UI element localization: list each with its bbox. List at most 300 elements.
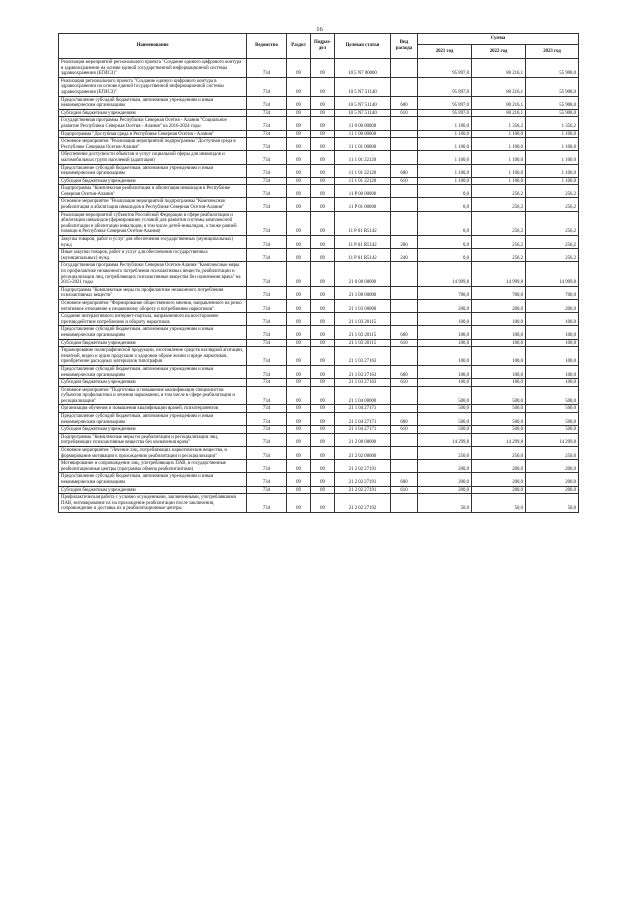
row-expense-type: 600	[391, 365, 418, 378]
row-subsection: 09	[311, 117, 335, 130]
table-row	[59, 386, 579, 405]
row-dept: 734	[247, 486, 287, 494]
row-section: 09	[287, 405, 311, 413]
row-expense-type	[391, 198, 418, 211]
row-section: 09	[287, 379, 311, 387]
row-name: Субсидии бюджетным учреждениям	[59, 486, 247, 494]
row-subsection: 09	[311, 185, 335, 198]
row-sum-2021: 500,0	[418, 413, 472, 426]
row-sum-2022: 100,0	[472, 365, 526, 378]
row-name: Реализация регионального проекта "Создание единого цифрового контура в здравоохранении на основе единой государственной информационной системы здравоохранения (ЕГИСЗ)"	[59, 77, 247, 96]
table-row	[59, 262, 579, 286]
row-section: 09	[287, 326, 311, 339]
row-subsection: 09	[311, 138, 335, 151]
row-section: 09	[287, 286, 311, 299]
row-dept: 734	[247, 460, 287, 473]
row-sum-2022: 14 299,8	[472, 433, 526, 446]
row-subsection: 09	[311, 494, 335, 513]
row-sum-2022: 500,0	[472, 426, 526, 434]
table-row	[59, 130, 579, 138]
table-row	[59, 433, 579, 446]
row-sum-2023: 256,2	[526, 236, 579, 249]
row-dept: 734	[247, 379, 287, 387]
row-target: 21 1 04 00000	[335, 386, 391, 405]
row-sum-2023: 1 100,0	[526, 177, 579, 185]
row-section: 09	[287, 433, 311, 446]
row-name: Государственная программа Республики Северная Осетия-Алания "Комплексные меры по профилактике незаконного потребления психоактивных веществ, реабилитации и ресоциализации лиц, потребляющих психоактивные вещества без назначения врача" на 2015-2021 годы	[59, 262, 247, 286]
row-sum-2021: 700,0	[418, 286, 472, 299]
row-subsection: 09	[311, 426, 335, 434]
row-expense-type	[391, 77, 418, 96]
row-subsection: 09	[311, 299, 335, 312]
row-section: 09	[287, 198, 311, 211]
row-sum-2021: 100,0	[418, 365, 472, 378]
row-subsection: 09	[311, 151, 335, 164]
row-name: Иные закупки товаров, работ и услуг для обеспечения государственных (муниципальных) нужд	[59, 249, 247, 262]
row-sum-2021: 95 897,0	[418, 59, 472, 78]
row-expense-type	[391, 433, 418, 446]
row-sum-2022: 256,2	[472, 236, 526, 249]
row-sum-2021: 14 999,8	[418, 262, 472, 286]
row-target: 21 2 02 27191	[335, 460, 391, 473]
budget-table	[58, 33, 579, 513]
row-sum-2023: 200,0	[526, 473, 579, 486]
row-name: Предоставление субсидий бюджетным, автономным учреждениям и иным некоммерческим организациям	[59, 413, 247, 426]
row-sum-2022: 80 216,1	[472, 96, 526, 109]
row-section: 09	[287, 96, 311, 109]
table-row	[59, 405, 579, 413]
row-section: 09	[287, 117, 311, 130]
row-dept: 734	[247, 433, 287, 446]
row-target: 21 1 03 20115	[335, 313, 391, 326]
row-sum-2021: 1 100,0	[418, 164, 472, 177]
row-sum-2021: 200,0	[418, 486, 472, 494]
row-dept: 734	[247, 164, 287, 177]
row-sum-2022: 50,0	[472, 494, 526, 513]
table-row	[59, 138, 579, 151]
row-sum-2023: 100,0	[526, 379, 579, 387]
row-sum-2021: 1 100,0	[418, 177, 472, 185]
table-row	[59, 486, 579, 494]
row-expense-type: 600	[391, 164, 418, 177]
row-sum-2023: 1 100,0	[526, 130, 579, 138]
table-row	[59, 494, 579, 513]
row-sum-2023: 700,0	[526, 286, 579, 299]
row-target: 21 1 00 00000	[335, 286, 391, 299]
row-sum-2022: 256,2	[472, 185, 526, 198]
row-dept: 734	[247, 117, 287, 130]
row-subsection: 09	[311, 130, 335, 138]
row-dept: 734	[247, 109, 287, 117]
row-subsection: 09	[311, 286, 335, 299]
row-name: Субсидии бюджетным учреждениям	[59, 426, 247, 434]
row-subsection: 09	[311, 473, 335, 486]
row-sum-2023: 50,0	[526, 494, 579, 513]
row-target: 21 2 00 00000	[335, 433, 391, 446]
row-dept: 734	[247, 198, 287, 211]
row-sum-2021: 95 897,0	[418, 96, 472, 109]
row-sum-2023: 500,0	[526, 426, 579, 434]
row-section: 09	[287, 77, 311, 96]
row-name: Реализация мероприятий регионального проекта "Создание единого цифрового контура в здравоохранении на основе единой государственной информационной системы здравоохранения (ЕГИСЗ)"	[59, 59, 247, 78]
table-row	[59, 313, 579, 326]
row-sum-2023: 100,0	[526, 339, 579, 347]
row-sum-2023: 55 908,0	[526, 109, 579, 117]
row-target: 10 5 N7 00000	[335, 59, 391, 78]
row-expense-type	[391, 185, 418, 198]
row-expense-type: 600	[391, 326, 418, 339]
table-row	[59, 286, 579, 299]
row-section: 09	[287, 164, 311, 177]
row-name: Предоставление субсидий бюджетным, автономным учреждениям и иным некоммерческим организациям	[59, 164, 247, 177]
row-sum-2022: 80 216,1	[472, 59, 526, 78]
row-sum-2022: 1 100,0	[472, 138, 526, 151]
row-sum-2022: 250,0	[472, 447, 526, 460]
row-sum-2022: 256,2	[472, 211, 526, 235]
row-expense-type	[391, 59, 418, 78]
row-expense-type	[391, 494, 418, 513]
row-name: Основное мероприятие "Лечение лиц, потребляющих наркотические вещества, и формирование мотивации к прохождению реабилитации и ресоциализации"	[59, 447, 247, 460]
row-section: 09	[287, 151, 311, 164]
row-sum-2023: 1 100,0	[526, 164, 579, 177]
row-expense-type	[391, 405, 418, 413]
row-sum-2021: 100,0	[418, 379, 472, 387]
row-sum-2022: 1 356,2	[472, 117, 526, 130]
row-expense-type: 610	[391, 109, 418, 117]
row-section: 09	[287, 109, 311, 117]
table-row	[59, 473, 579, 486]
row-subsection: 09	[311, 413, 335, 426]
row-target: 11 1 00 00000	[335, 130, 391, 138]
row-sum-2023: 256,2	[526, 198, 579, 211]
row-name: Предоставление субсидий бюджетным, автономным учреждениям и иным некоммерческим организациям	[59, 365, 247, 378]
header-year-2022: 2022 год	[472, 45, 526, 59]
row-expense-type	[391, 460, 418, 473]
row-sum-2022: 100,0	[472, 313, 526, 326]
row-expense-type: 600	[391, 473, 418, 486]
row-sum-2021: 0,0	[418, 185, 472, 198]
row-subsection: 09	[311, 236, 335, 249]
row-subsection: 09	[311, 486, 335, 494]
row-dept: 734	[247, 405, 287, 413]
row-target: 21 2 02 27192	[335, 494, 391, 513]
header-section: Раздел	[287, 34, 311, 59]
row-target: 11 P 01 R5142	[335, 211, 391, 235]
row-section: 09	[287, 386, 311, 405]
row-target: 21 1 04 27171	[335, 405, 391, 413]
row-sum-2022: 200,0	[472, 299, 526, 312]
row-sum-2022: 500,0	[472, 386, 526, 405]
row-dept: 734	[247, 413, 287, 426]
row-expense-type	[391, 313, 418, 326]
row-dept: 734	[247, 494, 287, 513]
row-sum-2022: 80 216,1	[472, 77, 526, 96]
row-name: Субсидии бюджетным учреждениям	[59, 109, 247, 117]
row-sum-2022: 14 999,8	[472, 262, 526, 286]
row-section: 09	[287, 262, 311, 286]
row-expense-type: 610	[391, 177, 418, 185]
row-expense-type: 600	[391, 96, 418, 109]
row-section: 09	[287, 249, 311, 262]
table-row	[59, 326, 579, 339]
row-expense-type: 610	[391, 339, 418, 347]
row-name: Предоставление субсидий бюджетным, автономным учреждениям и иным некоммерческим организациям	[59, 96, 247, 109]
table-row	[59, 151, 579, 164]
row-section: 09	[287, 413, 311, 426]
row-name: Подпрограмма "Комплексные меры по профилактике незаконного потребления психоактивных веществ"	[59, 286, 247, 299]
row-target: 21 1 03 27163	[335, 347, 391, 366]
row-target: 21 2 02 27191	[335, 486, 391, 494]
row-sum-2023: 100,0	[526, 313, 579, 326]
table-row	[59, 299, 579, 312]
row-dept: 734	[247, 347, 287, 366]
row-sum-2023: 200,0	[526, 299, 579, 312]
row-sum-2023: 55 908,0	[526, 96, 579, 109]
row-sum-2023: 500,0	[526, 413, 579, 426]
row-dept: 734	[247, 77, 287, 96]
row-expense-type: 610	[391, 426, 418, 434]
row-target: 21 1 03 20115	[335, 339, 391, 347]
row-name: Основное мероприятие "Реализация мероприятий подпрограммы "Доступная среда в Республике Северная Осетия-Алания"	[59, 138, 247, 151]
row-expense-type: 610	[391, 486, 418, 494]
row-section: 09	[287, 426, 311, 434]
row-subsection: 09	[311, 96, 335, 109]
table-row	[59, 211, 579, 235]
row-sum-2021: 95 897,0	[418, 77, 472, 96]
row-sum-2022: 1 100,0	[472, 164, 526, 177]
header-name: Наименование	[59, 34, 247, 59]
row-name: Создание интерактивного интернет-портала, направленного на всестороннее противодействие потреблению и обороту наркотиков	[59, 313, 247, 326]
row-dept: 734	[247, 313, 287, 326]
row-sum-2023: 256,2	[526, 185, 579, 198]
row-sum-2021: 1 100,0	[418, 151, 472, 164]
row-sum-2021: 1 100,0	[418, 130, 472, 138]
row-subsection: 09	[311, 405, 335, 413]
row-subsection: 09	[311, 211, 335, 235]
row-dept: 734	[247, 286, 287, 299]
row-expense-type	[391, 299, 418, 312]
row-name: Мотивирование и сопровождение лиц, употребляющих ПАВ, в государственные реабилитационные центры (программа обмена реабилитантами)	[59, 460, 247, 473]
row-section: 09	[287, 473, 311, 486]
row-sum-2023: 200,0	[526, 486, 579, 494]
row-subsection: 09	[311, 326, 335, 339]
row-dept: 734	[247, 326, 287, 339]
row-sum-2022: 100,0	[472, 339, 526, 347]
row-name: Организация обучения и повышения квалификации врачей, психотерапевтов	[59, 405, 247, 413]
row-sum-2022: 500,0	[472, 405, 526, 413]
row-subsection: 09	[311, 164, 335, 177]
table-row	[59, 177, 579, 185]
row-target: 21 1 04 27171	[335, 426, 391, 434]
row-target: 11 1 01 00000	[335, 138, 391, 151]
row-sum-2021: 200,0	[418, 460, 472, 473]
row-target: 21 1 03 20115	[335, 326, 391, 339]
row-name: Основное мероприятие "Подготовка и повышение квалификации специалистов субъектов профилактики и лечения наркомании, в том числе в сфере реабилитации и ресоциализации"	[59, 386, 247, 405]
table-row	[59, 198, 579, 211]
row-dept: 734	[247, 339, 287, 347]
row-subsection: 09	[311, 365, 335, 378]
row-sum-2021: 95 897,0	[418, 109, 472, 117]
row-subsection: 09	[311, 59, 335, 78]
table-row	[59, 164, 579, 177]
row-expense-type	[391, 286, 418, 299]
row-section: 09	[287, 138, 311, 151]
row-name: Основное мероприятие "Реализация мероприятий подпрограммы "Комплексная реабилитация и абилитация инвалидов в Республике Северная Осетия-Алания"	[59, 198, 247, 211]
table-row	[59, 339, 579, 347]
row-expense-type: 200	[391, 236, 418, 249]
row-dept: 734	[247, 96, 287, 109]
row-target: 21 1 03 00000	[335, 299, 391, 312]
row-sum-2021: 0,0	[418, 236, 472, 249]
row-sum-2023: 250,0	[526, 447, 579, 460]
row-sum-2021: 50,0	[418, 494, 472, 513]
header-year-2021: 2021 год	[418, 45, 472, 59]
row-dept: 734	[247, 185, 287, 198]
row-sum-2022: 100,0	[472, 326, 526, 339]
row-section: 09	[287, 460, 311, 473]
row-subsection: 09	[311, 379, 335, 387]
table-row	[59, 185, 579, 198]
row-sum-2023: 55 908,0	[526, 59, 579, 78]
row-section: 09	[287, 365, 311, 378]
row-section: 09	[287, 299, 311, 312]
table-row	[59, 426, 579, 434]
row-expense-type	[391, 386, 418, 405]
row-sum-2021: 14 299,8	[418, 433, 472, 446]
row-sum-2022: 200,0	[472, 460, 526, 473]
row-sum-2021: 0,0	[418, 198, 472, 211]
row-sum-2021: 200,0	[418, 473, 472, 486]
table-row	[59, 59, 579, 78]
row-name: Тиражирование полиграфической продукции, изготовление средств наглядной агитации, печатной, видео и аудио продукции о здоровом образе жизни и вреде наркотиков, приобретение расходных материалов типографии	[59, 347, 247, 366]
row-target: 10 5 N7 51140	[335, 109, 391, 117]
row-target: 21 2 02 00000	[335, 447, 391, 460]
row-dept: 734	[247, 236, 287, 249]
table-row	[59, 365, 579, 378]
row-sum-2022: 100,0	[472, 347, 526, 366]
row-expense-type	[391, 117, 418, 130]
row-target: 11 P 01 R5142	[335, 236, 391, 249]
row-dept: 734	[247, 262, 287, 286]
row-expense-type	[391, 211, 418, 235]
row-name: Субсидии бюджетным учреждениям	[59, 177, 247, 185]
table-row	[59, 77, 579, 96]
row-expense-type	[391, 262, 418, 286]
row-dept: 734	[247, 130, 287, 138]
row-expense-type: 600	[391, 413, 418, 426]
table-row	[59, 236, 579, 249]
row-expense-type: 240	[391, 249, 418, 262]
row-name: Субсидии бюджетным учреждениям	[59, 379, 247, 387]
row-sum-2023: 256,2	[526, 211, 579, 235]
row-expense-type	[391, 447, 418, 460]
row-sum-2021: 1 100,0	[418, 138, 472, 151]
row-sum-2022: 500,0	[472, 413, 526, 426]
row-dept: 734	[247, 473, 287, 486]
row-name: Закупка товаров, работ и услуг для обеспечения государственных (муниципальных) нужд	[59, 236, 247, 249]
row-sum-2023: 100,0	[526, 347, 579, 366]
table-row	[59, 96, 579, 109]
row-target: 21 0 00 00000	[335, 262, 391, 286]
row-sum-2022: 700,0	[472, 286, 526, 299]
table-row	[59, 447, 579, 460]
row-section: 09	[287, 185, 311, 198]
row-section: 09	[287, 211, 311, 235]
header-dept: Ведомство	[247, 34, 287, 59]
row-sum-2021: 100,0	[418, 313, 472, 326]
row-subsection: 09	[311, 347, 335, 366]
table-row	[59, 109, 579, 117]
header-expense-type: Вид расхода	[391, 34, 418, 59]
row-expense-type	[391, 138, 418, 151]
row-section: 09	[287, 177, 311, 185]
row-name: Подпрограмма "Комплексная реабилитация и абилитация инвалидов в Республике Северная Осетия-Алания"	[59, 185, 247, 198]
row-dept: 734	[247, 59, 287, 78]
row-name: Государственная программа Республики Северная Осетия - Алания "Социальное развитие Республики Северная Осетия - Алания" на 2016-2024 годы	[59, 117, 247, 130]
row-subsection: 09	[311, 177, 335, 185]
row-sum-2022: 256,2	[472, 249, 526, 262]
row-name: Предоставление субсидий бюджетным, автономным учреждениям и иным некоммерческим организациям	[59, 473, 247, 486]
row-sum-2021: 0,0	[418, 211, 472, 235]
row-subsection: 09	[311, 109, 335, 117]
row-section: 09	[287, 447, 311, 460]
row-name: Обеспечение доступности объектов и услуг социальной сферы для инвалидов и маломобильных групп населений (адаптация)	[59, 151, 247, 164]
row-section: 09	[287, 494, 311, 513]
row-sum-2021: 200,0	[418, 299, 472, 312]
row-sum-2023: 200,0	[526, 460, 579, 473]
row-sum-2023: 14 999,8	[526, 262, 579, 286]
row-target: 10 5 N7 51140	[335, 77, 391, 96]
table-row	[59, 379, 579, 387]
row-dept: 734	[247, 299, 287, 312]
row-sum-2022: 1 100,0	[472, 151, 526, 164]
row-subsection: 09	[311, 249, 335, 262]
row-sum-2023: 1 100,0	[526, 151, 579, 164]
row-target: 11 P 01 00000	[335, 198, 391, 211]
row-target: 11 1 01 22120	[335, 151, 391, 164]
page-number: 16	[316, 26, 323, 33]
row-sum-2022: 200,0	[472, 473, 526, 486]
row-sum-2023: 55 908,0	[526, 77, 579, 96]
row-expense-type	[391, 130, 418, 138]
row-target: 21 1 03 27163	[335, 379, 391, 387]
row-name: Подпрограмма "Комплексные меры по реабилитации и ресоциализации лиц, потребляющих психоактивные вещества без назначения врача"	[59, 433, 247, 446]
table-row	[59, 249, 579, 262]
row-subsection: 09	[311, 77, 335, 96]
row-sum-2021: 100,0	[418, 347, 472, 366]
row-expense-type: 610	[391, 379, 418, 387]
row-name: Субсидии бюджетным учреждениям	[59, 339, 247, 347]
row-subsection: 09	[311, 386, 335, 405]
row-name: Профилактическая работа с условно осужденными, заключенными, употреблявшими ПАВ, мотивирование их на прохождение реабилитации после заключения, сопровождение и доставка их в реабилитационные центры	[59, 494, 247, 513]
row-dept: 734	[247, 249, 287, 262]
row-sum-2023: 14 299,8	[526, 433, 579, 446]
row-dept: 734	[247, 151, 287, 164]
row-name: Реализация мероприятий субъектов Российской Федерации в сфере реабилитации и абилитации инвалидов (формирование условий для развития системы комплексной реабилитации и абилитации инвалидов, в том числе детей-инвалидов, а также ранней помощи в Республике Северная Осетия-Алания)	[59, 211, 247, 235]
header-subsection: Подраз-дел	[311, 34, 335, 59]
row-sum-2023: 500,0	[526, 386, 579, 405]
header-sum: Сумма	[418, 34, 579, 45]
row-section: 09	[287, 236, 311, 249]
row-sum-2022: 1 100,0	[472, 177, 526, 185]
row-sum-2023: 100,0	[526, 326, 579, 339]
row-sum-2022: 1 100,0	[472, 130, 526, 138]
row-sum-2022: 100,0	[472, 379, 526, 387]
row-name: Подпрограмма "Доступная среда в Республике Северная Осетия - Алания"	[59, 130, 247, 138]
row-subsection: 09	[311, 198, 335, 211]
row-sum-2021: 250,0	[418, 447, 472, 460]
row-name: Предоставление субсидий бюджетным, автономным учреждениям и иным некоммерческим организациям	[59, 326, 247, 339]
